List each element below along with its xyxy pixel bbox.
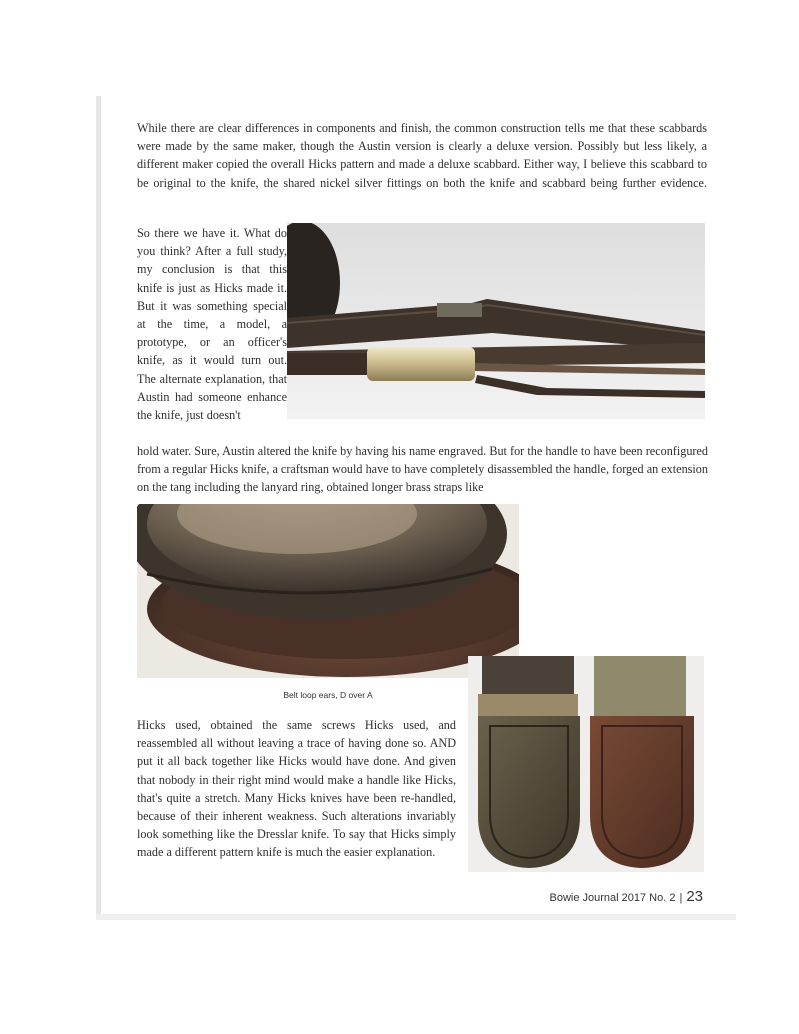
page-footer	[549, 888, 703, 906]
photo-scabbard-throat-closeup	[287, 223, 705, 419]
photo-two-scabbard-tips	[468, 656, 704, 872]
figure-caption: Belt loop ears, D over A	[283, 690, 373, 700]
photo-belt-loop-ears	[137, 504, 519, 678]
paragraph-2: So there we have it. What do you think? After a full study, my conclusion is that this knife is just as Hicks made it. But it was something special at the time, a model, a prototype, or an officer's knife, as it would turn out. The alternate explanation, that Austin had someone enhance the knife, just doesn't	[137, 226, 287, 423]
page-edge-shadow	[96, 96, 101, 916]
paragraph-1: While there are clear differences in components and finish, the common construction tells me that these scabbards were made by the same maker, though the Austin version is clearly a deluxe version. Possibly but less likely, a different maker copied the overall Hicks pattern and made a deluxe scabbard. Either way, I believe this scabbard to be original to the knife, the shared nickel silver fittings on both the knife and scabbard being further evidence.	[137, 121, 707, 190]
paragraph-3: hold water. Sure, Austin altered the knife by having his name engraved. But for the handle to have been reconfigured from a regular Hicks knife, a craftsman would have to have completely disassembled the handle, forged an extension on the tang including the lanyard ring, obtained longer brass straps like	[137, 444, 708, 495]
page-number: 23	[686, 888, 703, 905]
paragraph-4: Hicks used, obtained the same screws Hicks used, and reassembled all without leaving a trace of having done so. AND put it all back together like Hicks would have done. And given that nobody in their right mind would make a handle like Hicks, that's quite a stretch. Many Hicks knives have been re-handled, because of their inherent weakness. Such alterations invariably look something like the Dresslar knife. To say that Hicks simply made a different pattern knife is much the easier explanation.	[137, 718, 456, 860]
footer-separator: |	[679, 892, 683, 904]
journal-title: Bowie Journal 2017 No. 2	[549, 892, 676, 904]
page-bottom-shadow	[96, 914, 736, 920]
